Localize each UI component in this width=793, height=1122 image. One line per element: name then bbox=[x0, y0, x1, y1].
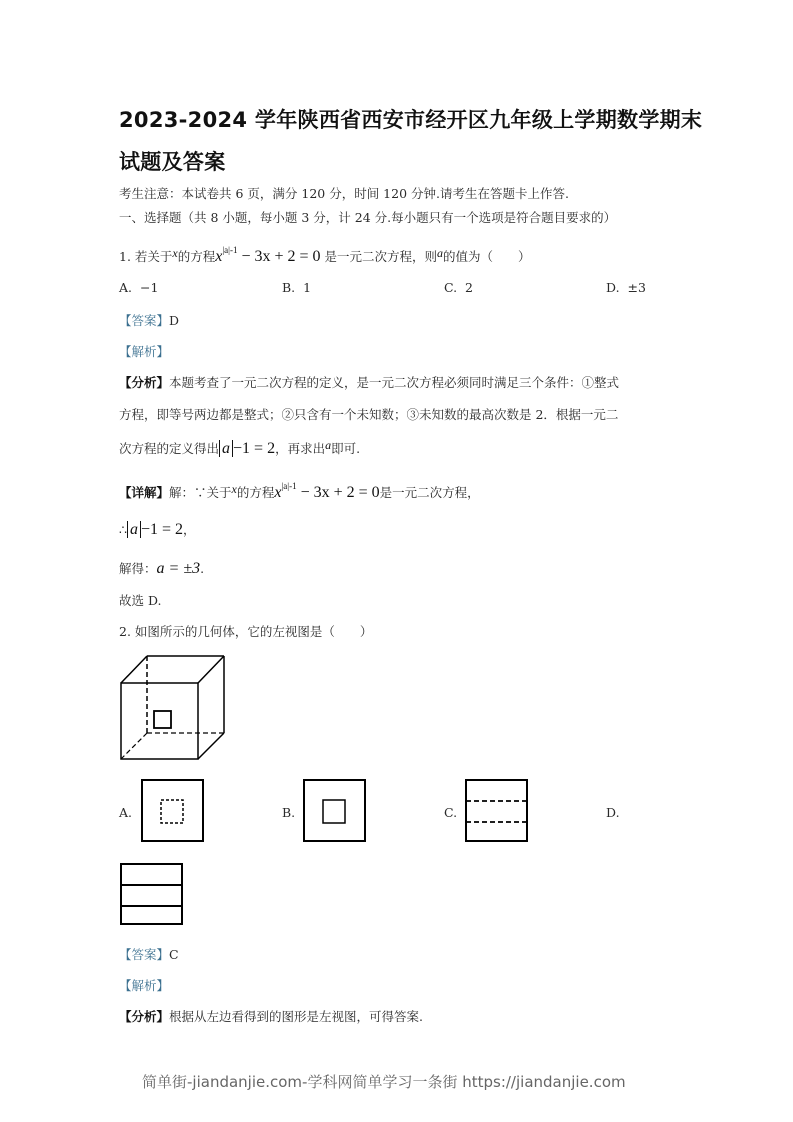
eq-base: x bbox=[215, 248, 223, 265]
q2-option-a-label: A. bbox=[119, 805, 133, 820]
q2-option-a-figure bbox=[141, 779, 204, 842]
q2-option-d-figure bbox=[120, 863, 183, 926]
q2-option-c-label: C. bbox=[444, 805, 458, 820]
q1-option-c: C. 2 bbox=[444, 280, 473, 295]
cube-figure bbox=[118, 655, 228, 760]
footer-watermark: 简单街-jiandanjie.com-学科网简单学习一条街 https://jiandanjie.com bbox=[142, 1073, 626, 1091]
q1-tail: 的值为（ ） bbox=[443, 249, 531, 264]
eq-rest: − 3x + 2 = 0 bbox=[237, 248, 321, 265]
q1-option-a: A. −1 bbox=[119, 280, 159, 295]
exam-notice: 考生注意：本试卷共 6 页，满分 120 分，时间 120 分钟.请考生在答题卡上作答. bbox=[119, 186, 569, 201]
q2-fenxi: 【分析】根据从左边看得到的图形是左视图，可得答案. bbox=[119, 1009, 423, 1024]
q1-choose: 故选 D. bbox=[119, 593, 162, 608]
q1-option-d: D. ±3 bbox=[606, 280, 646, 295]
var-x: x bbox=[172, 246, 178, 260]
q1-answer: 【答案】D bbox=[119, 313, 180, 328]
q2-option-b-label: B. bbox=[282, 805, 296, 820]
q1-xiangjie: 【详解】解：∵关于x的方程$x^{|a|-1} - 3x + 2 = 0$是一元二次方程， bbox=[119, 481, 480, 501]
q1-mid: 的方程 bbox=[177, 249, 216, 264]
q2-option-b-figure bbox=[303, 779, 366, 842]
q1-fenxi-line3: 次方程的定义得出 a −1 = 2，再求出a即可. bbox=[119, 438, 361, 457]
q1-suffix: 是一元二次方程，则 bbox=[324, 249, 438, 264]
q2-analysis-label: 【解析】 bbox=[119, 978, 170, 993]
doc-title-line2: 试题及答案 bbox=[119, 150, 226, 174]
q2-option-d-label: D. bbox=[606, 805, 620, 820]
section-heading: 一、选择题（共 8 小题，每小题 3 分，计 24 分.每小题只有一个选项是符合题目要求的） bbox=[119, 210, 617, 225]
q1-analysis-label: 【解析】 bbox=[119, 344, 170, 359]
q1-stem bbox=[119, 245, 531, 266]
q1-fenxi-line2: 方程，即等号两边都是整式；②只含有一个未知数；③未知数的最高次数是 2．根据一元二 bbox=[119, 407, 619, 422]
q1-option-b: B. 1 bbox=[282, 280, 312, 295]
doc-title-line1: 2023-2024 学年陕西省西安市经开区九年级上学期数学期末 bbox=[119, 108, 703, 132]
q1-solve: 解得：a = ±3. bbox=[119, 560, 205, 577]
q2-option-c-figure bbox=[465, 779, 528, 842]
var-a: a bbox=[437, 246, 444, 260]
eq-exponent: |a|-1 bbox=[222, 245, 238, 255]
q1-fenxi-line1: 【分析】本题考查了一元二次方程的定义，是一元二次方程必须同时满足三个条件：①整式 bbox=[119, 375, 620, 390]
q2-answer: 【答案】C bbox=[119, 947, 179, 962]
q1-therefore: ∴ a −1 = 2， bbox=[119, 521, 196, 538]
q1-prefix: 1. 若关于 bbox=[119, 249, 173, 264]
q2-stem: 2. 如图所示的几何体，它的左视图是（ ） bbox=[119, 624, 373, 639]
